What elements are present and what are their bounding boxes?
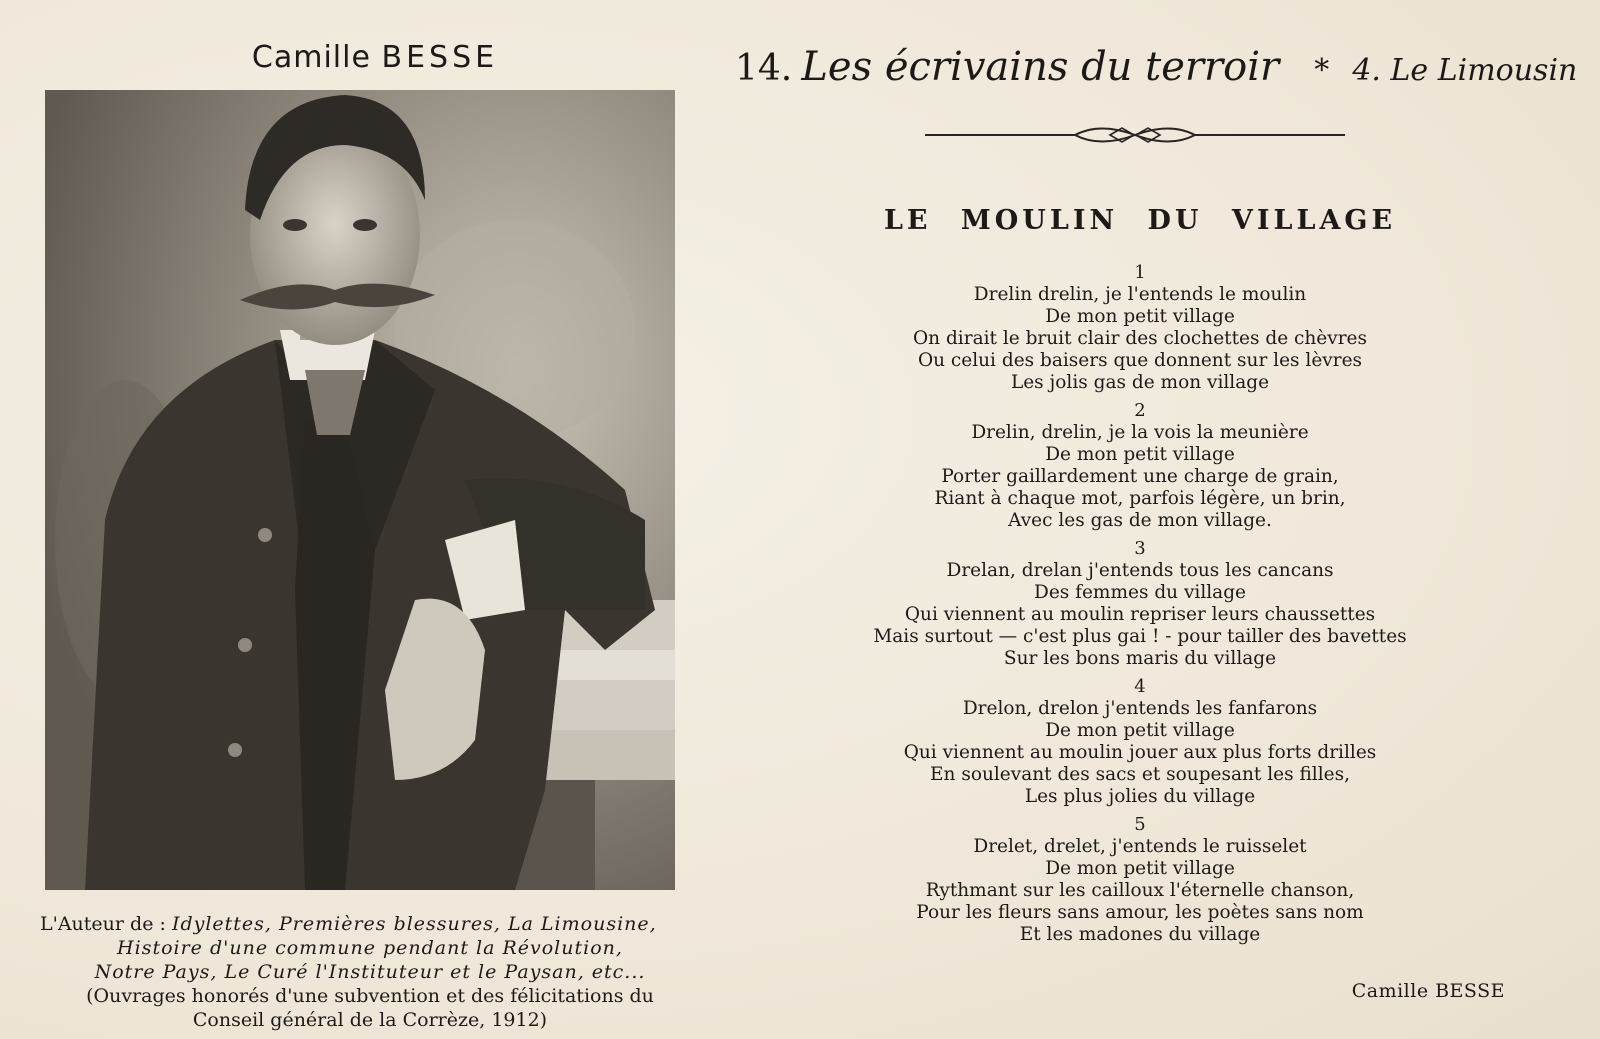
verse-line: Qui viennent au moulin jouer aux plus forts drilles: [903, 742, 1377, 763]
portrait-caption: [30, 912, 710, 1032]
verse-line: Riant à chaque mot, parfois légère, un brin,: [934, 488, 1346, 509]
verse-line: Avec les gas de mon village.: [1008, 510, 1272, 531]
poem-signature: Camille BESSE: [1351, 980, 1505, 1002]
verse-line: Porter gaillardement une charge de grain,: [941, 466, 1339, 487]
verse-line: De mon petit village: [1045, 858, 1235, 879]
stanza: [840, 400, 1440, 532]
stanza-number: 2: [1134, 400, 1146, 421]
poem-title: LE MOULIN DU VILLAGE: [883, 205, 1397, 236]
caption-honors-line-2: Conseil général de la Corrèze, 1912): [192, 1009, 548, 1031]
verse-line: Les plus jolies du village: [1024, 786, 1256, 807]
verse-line: Les jolis gas de mon village: [1010, 372, 1270, 393]
caption-honors-line-1: (Ouvrages honorés d'une subvention et des félicitations du: [86, 985, 654, 1007]
author-portrait-photo: [45, 90, 675, 890]
verse-line: Drelan, drelan j'entends tous les cancans: [946, 560, 1334, 581]
verse-line: Ou celui des baisers que donnent sur les lèvres: [917, 350, 1363, 371]
portrait-illustration: [45, 90, 675, 890]
verse-line: On dirait le bruit clair des clochettes de chèvres: [913, 328, 1367, 349]
author-last-name: BESSE: [381, 40, 499, 75]
verse-line: Des femmes du village: [1033, 582, 1247, 603]
author-name: [150, 40, 600, 75]
verse-line: Et les madones du village: [1019, 924, 1261, 945]
verse-line: Pour les fleurs sans amour, les poètes sans nom: [916, 902, 1364, 923]
author-first-name: Camille: [251, 40, 371, 75]
stanza-number: 4: [1134, 676, 1146, 697]
verse-line: De mon petit village: [1045, 720, 1235, 741]
verse-line: Rythmant sur les cailloux l'éternelle chanson,: [925, 880, 1355, 901]
stanza-number: 5: [1134, 814, 1146, 835]
ornamental-divider-icon: [925, 122, 1345, 152]
verse-line: Drelet, drelet, j'entends le ruisselet: [973, 836, 1307, 857]
poem-body: [840, 262, 1440, 946]
caption-works-line-1: [30, 912, 710, 936]
stanza: [840, 262, 1440, 394]
caption-works-1: Idylettes, Premières blessures, La Limousine,: [171, 913, 657, 935]
stanza: [840, 676, 1440, 808]
stanza-number: 1: [1134, 262, 1146, 283]
series-number: 14.: [735, 48, 793, 89]
stanza: [840, 538, 1440, 670]
caption-lead: L'Auteur de :: [40, 913, 166, 935]
verse-line: En soulevant des sacs et soupesant les filles,: [930, 764, 1350, 785]
stanza: [840, 814, 1440, 946]
series-separator: *: [1314, 53, 1330, 88]
verse-line: De mon petit village: [1045, 306, 1235, 327]
stanza-number: 3: [1134, 538, 1146, 559]
caption-works-line-3: Notre Pays, Le Curé l'Instituteur et le Paysan, etc...: [94, 961, 646, 983]
series-region: 4. Le Limousin: [1352, 53, 1578, 88]
verse-line: Mais surtout — c'est plus gai ! - pour tailler des bavettes: [873, 626, 1407, 647]
verse-line: Drelon, drelon j'entends les fanfarons: [962, 698, 1318, 719]
verse-line: Drelin, drelin, je la vois la meunière: [971, 422, 1309, 443]
verse-line: Sur les bons maris du village: [1003, 648, 1277, 669]
verse-line: Qui viennent au moulin repriser leurs chaussettes: [904, 604, 1376, 625]
caption-works-line-2: Histoire d'une commune pendant la Révolution,: [117, 937, 623, 959]
verse-line: De mon petit village: [1045, 444, 1235, 465]
series-title: Les écrivains du terroir: [801, 44, 1280, 90]
series-header: [735, 44, 1578, 90]
verse-line: Drelin drelin, je l'entends le moulin: [973, 284, 1307, 305]
